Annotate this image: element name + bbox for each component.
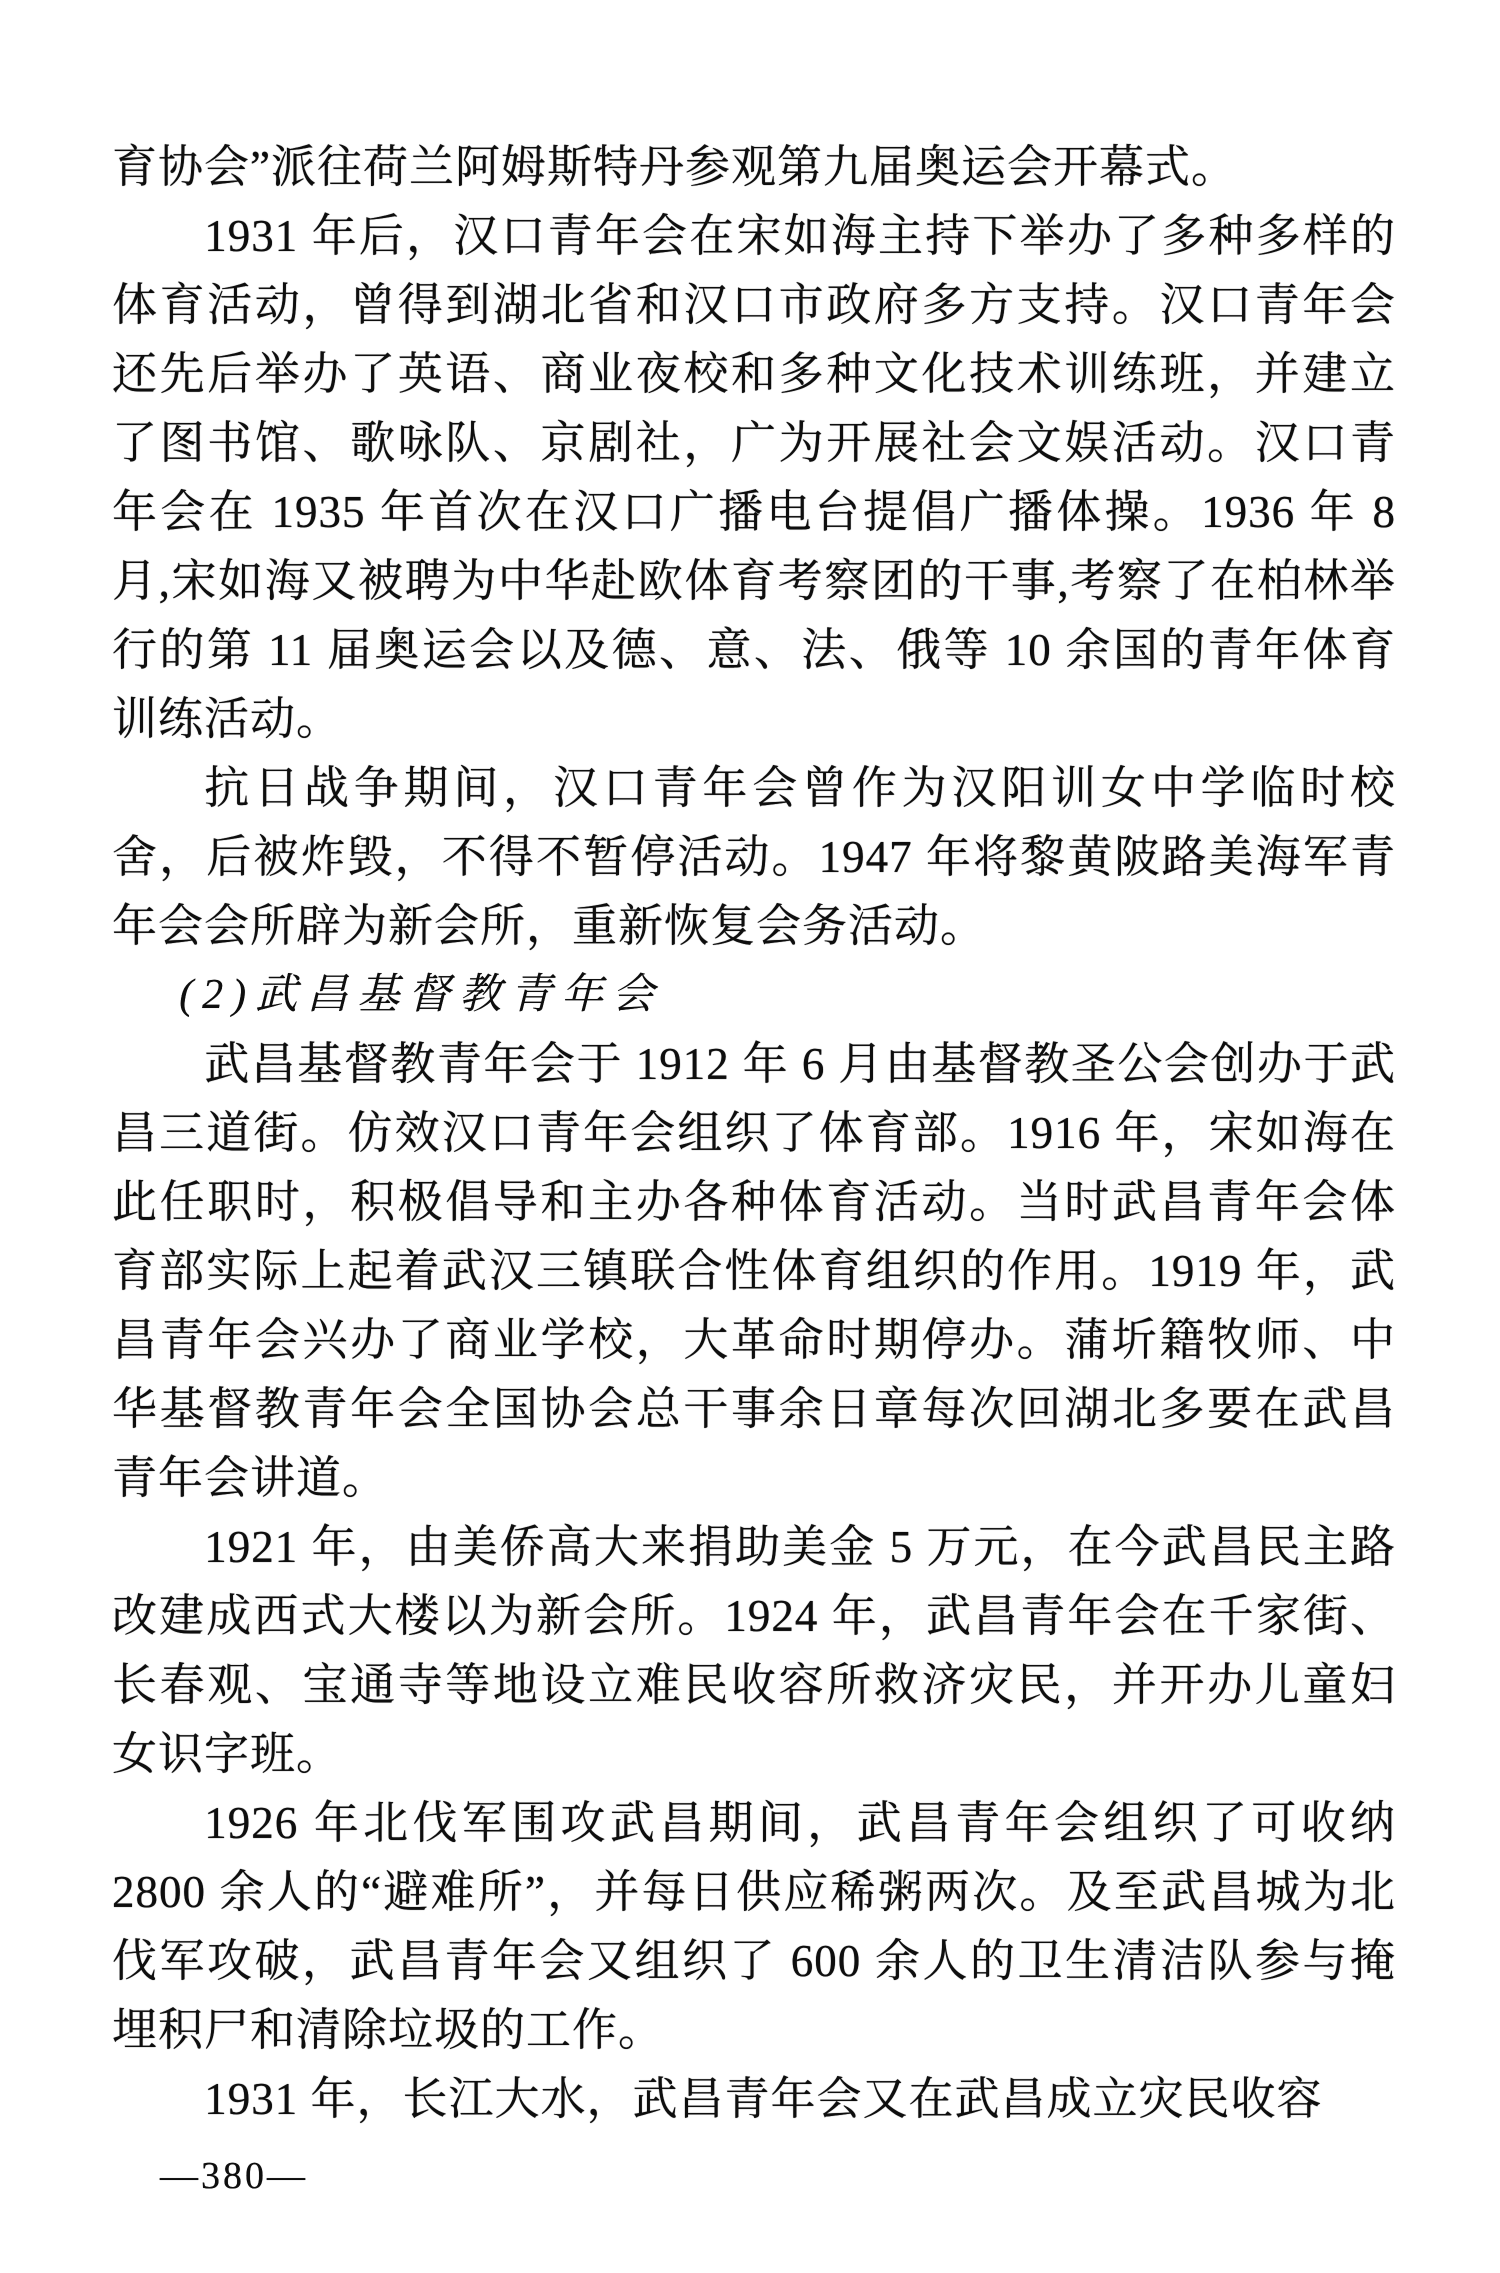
paragraph-1931-flood: 1931 年，长江大水，武昌青年会又在武昌成立灾民收容 [204, 2074, 1323, 2124]
paragraph-wartime: 抗日战争期间，汉口青年会曾作为汉阳训女中学临时校舍，后被炸毁，不得不暂停活动。1947 年将黎黄陂路美海军青年会会所辟为新会所，重新恢复会务活动。 [112, 763, 1396, 951]
section-heading-wuchang-ymca: (2)武昌基督教青年会 [179, 972, 664, 1018]
paragraph-hankou-ymca-activities: 1931 年后，汉口青年会在宋如海主持下举办了多种多样的体育活动，曾得到湖北省和汉口市政府多方支持。汉口青年会还先后举办了英语、商业夜校和多种文化技术训练班，并建立了图书馆、歌咏队、京剧社，广为开展社会文娱活动。汉口青年会在 1935 年首次在汉口广播电台提倡广播体操。1936 年 8 月,宋如海又被聘为中华赴欧体育考察团的干事,考察了在柏林举行的第 11 届奥运会以及德、意、法、俄等 10 余国的青年体育训练活动。 [112, 211, 1396, 744]
paragraph-wuchang-founding: 武昌基督教青年会于 1912 年 6 月由基督教圣公会创办于武昌三道街。仿效汉口青年会组织了体育部。1916 年，宋如海在此任职时，积极倡导和主办各种体育活动。当时武昌青年会体育部实际上起着武汉三镇联合性体育组织的作用。1919 年，武昌青年会兴办了商业学校，大革命时期停办。蒲圻籍牧师、中华基督教青年会全国协会总干事余日章每次回湖北多要在武昌青年会讲道。 [112, 1039, 1396, 1503]
page-number: —380— [160, 2155, 308, 2197]
paragraph-continuation: 育协会”派往荷兰阿姆斯特丹参观第九届奥运会开幕式。 [112, 142, 1237, 192]
paragraph-1921-donation: 1921 年，由美侨高大来捐助美金 5 万元，在今武昌民主路改建成西式大楼以为新会所。1924 年，武昌青年会在千家街、长春观、宝通寺等地设立难民收容所救济灾民，并开办儿童妇女识字班。 [112, 1522, 1396, 1779]
paragraph-1926-siege: 1926 年北伐军围攻武昌期间，武昌青年会组织了可收纳 2800 余人的“避难所”，并每日供应稀粥两次。及至武昌城为北伐军攻破，武昌青年会又组织了 600 余人的卫生清洁队参与掩埋积尸和清除垃圾的工作。 [112, 1798, 1396, 2055]
